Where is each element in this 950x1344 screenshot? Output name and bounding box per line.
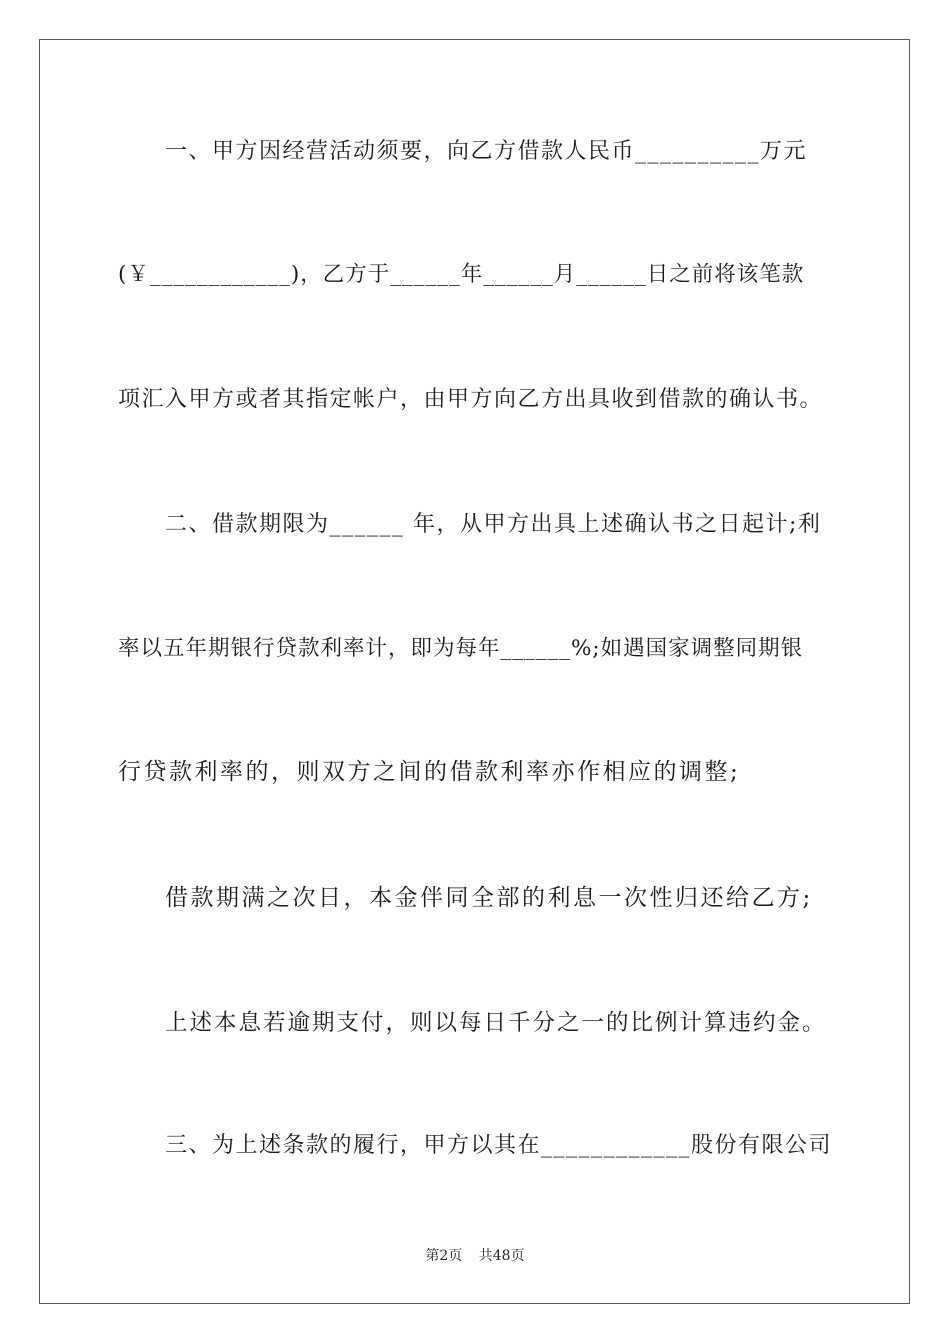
clause-1-line-3: 项汇入甲方或者其指定帐户，由甲方向乙方出具收到借款的确认书。 (118, 387, 824, 412)
clause-3-line-1: 三、为上述条款的履行，甲方以其在____________股份有限公司 (165, 1133, 833, 1158)
page-total: 共48页 (478, 1248, 525, 1264)
penalty-paragraph: 上述本息若逾期支付，则以每日千分之一的比例计算违约金。 (165, 1010, 827, 1036)
clause-2-line-3: 行贷款利率的，则双方之间的借款利率亦作相应的调整; (118, 759, 741, 785)
page-border (39, 39, 910, 1304)
clause-1-line-2: (￥____________)，乙方于______年______月______日之前将该笔款 (118, 262, 805, 287)
clause-1-line-1: 一、甲方因经营活动须要，向乙方借款人民币__________万元 (165, 139, 808, 164)
repayment-paragraph: 借款期满之次日，本金伴同全部的利息一次性归还给乙方; (165, 885, 813, 911)
clause-2-line-2: 率以五年期银行贷款利率计，即为每年______%;如遇国家调整同期银 (118, 636, 804, 661)
page-footer (0, 1247, 950, 1265)
clause-2-line-1: 二、借款期限为______ 年，从甲方出具上述确认书之日起计;利 (165, 512, 822, 537)
page-number: 第2页 (425, 1248, 463, 1264)
